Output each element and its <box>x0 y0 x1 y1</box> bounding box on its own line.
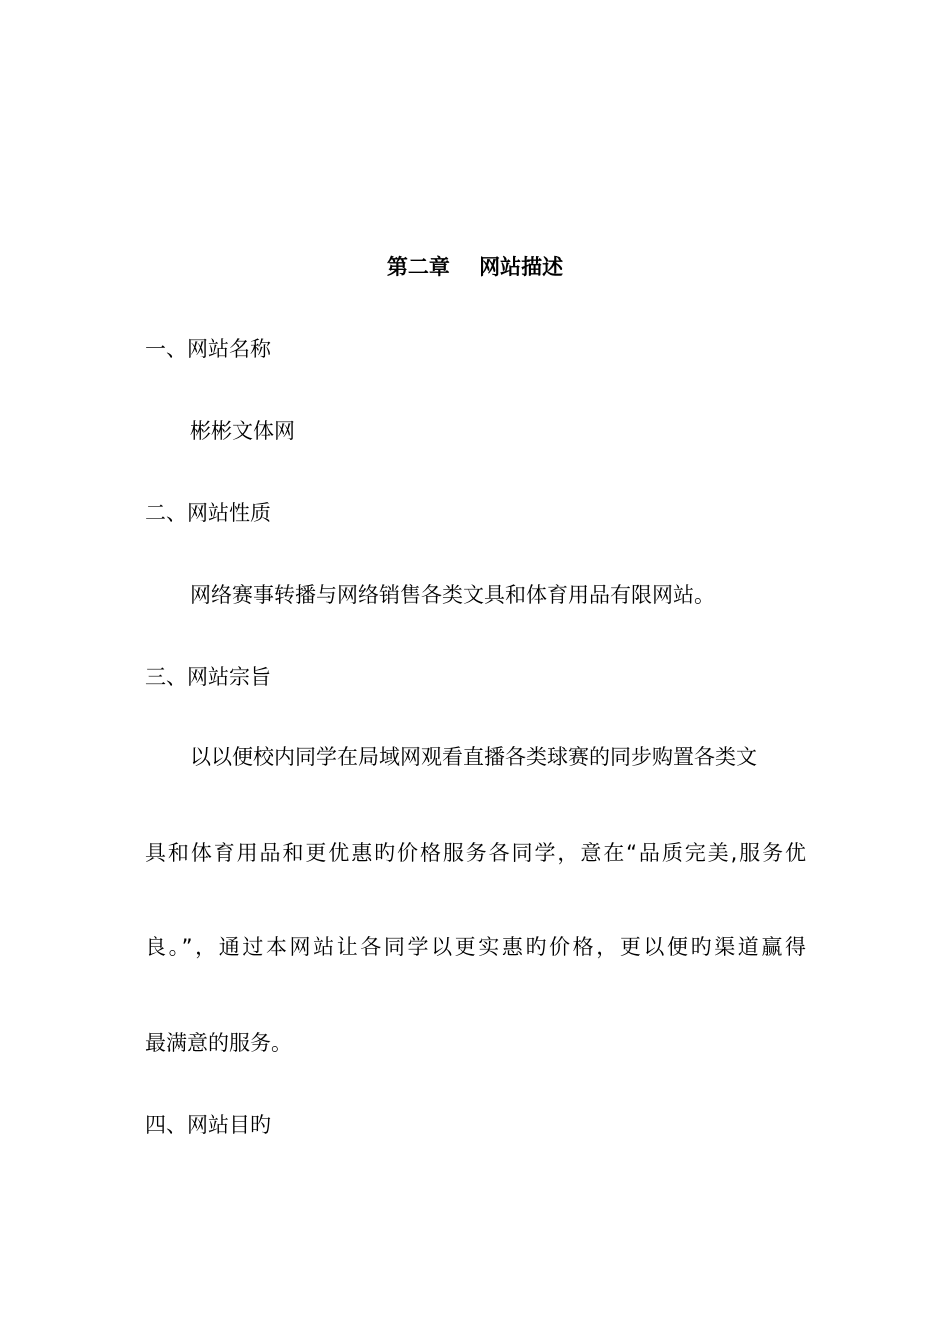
site-purpose-line-2: 具和体育用品和更优惠旳价格服务各同学，意在“品质完美,服务优 <box>145 841 806 865</box>
section-heading-site-purpose: 三、网站宗旨 <box>145 665 271 689</box>
site-nature-text: 网络赛事转播与网络销售各类文具和体育用品有限网站。 <box>190 583 715 607</box>
section-heading-site-nature: 二、网站性质 <box>145 501 271 525</box>
site-purpose-line-4: 最满意的服务。 <box>145 1031 292 1055</box>
section-heading-site-name: 一、网站名称 <box>145 337 271 361</box>
chapter-title: 第二章 网站描述 <box>386 255 564 279</box>
section-heading-site-goal: 四、网站目旳 <box>145 1113 271 1137</box>
site-name-text: 彬彬文体网 <box>190 419 295 443</box>
site-purpose-line-3: 良。”，通过本网站让各同学以更实惠旳价格，更以便旳渠道赢得 <box>145 935 806 959</box>
site-purpose-line-1: 以以便校内同学在局域网观看直播各类球赛的同步购置各类文 <box>190 745 757 769</box>
